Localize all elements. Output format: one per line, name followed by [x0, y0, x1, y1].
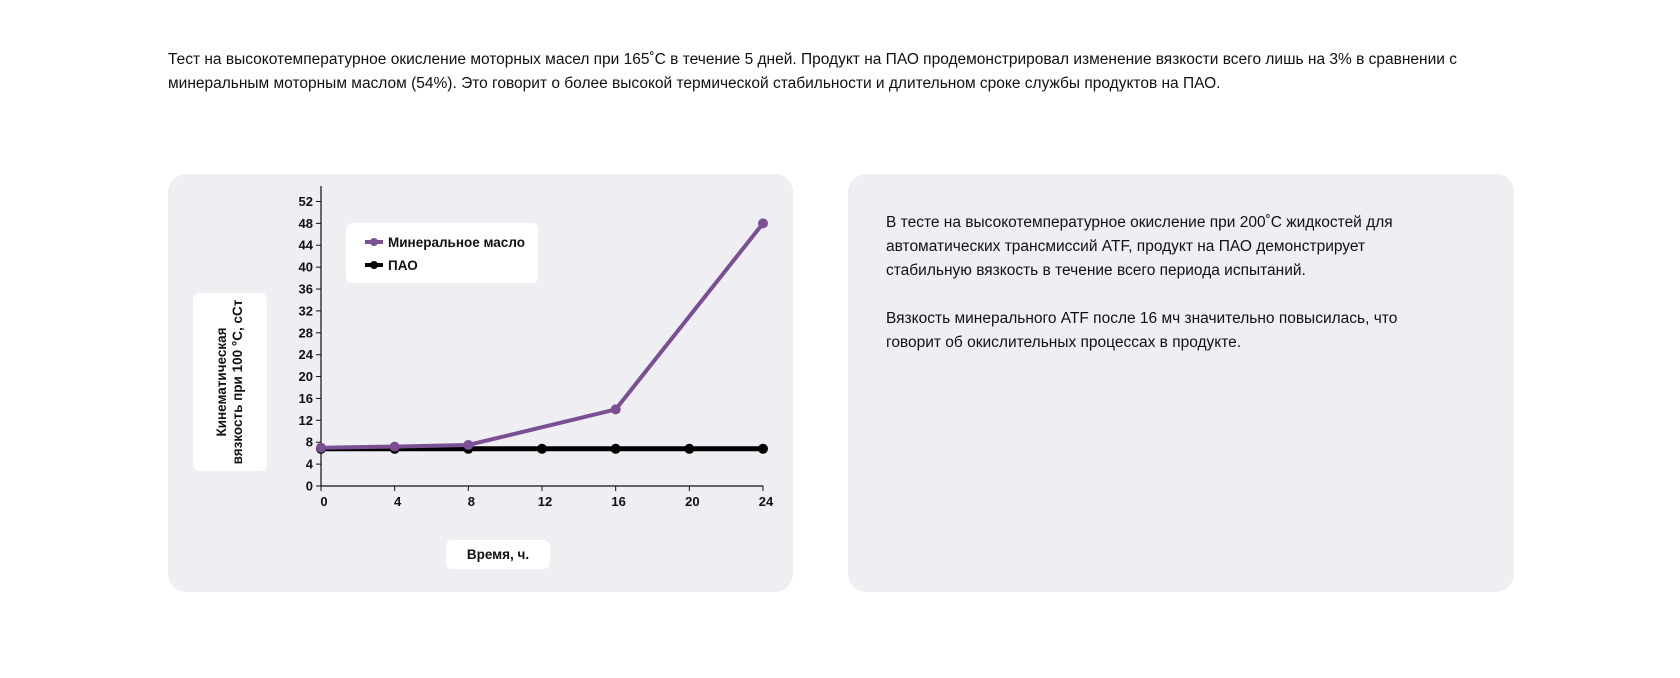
legend-label-pao: ПАО	[388, 257, 418, 273]
y-axis-label-box	[193, 293, 267, 471]
y-tick-label: 40	[298, 259, 313, 275]
data-point-mineral	[390, 442, 400, 452]
y-tick-label: 48	[298, 215, 313, 231]
y-tick-label: 4	[305, 456, 313, 472]
info-paragraph-1: В тесте на высокотемпературное окисление при 200˚C жидкостей для автоматических трансмиссий ATF, продукт на ПАО демонстрирует стабильную вязкость в течение всего периода испытаний.	[886, 214, 1393, 279]
legend-item-mineral	[364, 232, 525, 252]
y-tick-label: 28	[298, 325, 313, 341]
data-point-mineral	[611, 404, 621, 414]
y-tick-label: 12	[298, 412, 313, 428]
chart-legend	[346, 223, 538, 283]
data-point-pao	[611, 444, 621, 454]
x-axis-label: Время, ч.	[446, 540, 550, 569]
y-tick-label: 52	[298, 193, 313, 209]
x-tick-label: 12	[537, 494, 553, 509]
y-tick-label: 36	[298, 281, 313, 297]
x-tick-label: 0	[320, 494, 328, 509]
x-tick-label: 16	[611, 494, 626, 509]
x-tick-label: 24	[758, 494, 774, 509]
y-tick-label: 44	[298, 237, 313, 253]
y-tick-label: 20	[298, 369, 313, 385]
data-point-mineral	[316, 443, 326, 453]
x-tick-label: 4	[394, 494, 402, 509]
y-tick-label: 32	[298, 303, 313, 319]
y-tick-label: 0	[305, 478, 313, 494]
legend-swatch-pao	[364, 255, 384, 275]
info-paragraph-2: Вязкость минерального ATF после 16 мч значительно повысилась, что говорит об окислительных процессах в продукте.	[886, 310, 1398, 351]
legend-swatch-mineral	[364, 232, 384, 252]
legend-item-pao	[364, 255, 418, 275]
y-tick-label: 24	[298, 347, 313, 363]
data-point-mineral	[463, 440, 473, 450]
x-tick-label: 8	[467, 494, 475, 509]
data-point-pao	[684, 444, 694, 454]
data-point-pao	[758, 444, 768, 454]
y-tick-label: 16	[298, 390, 313, 406]
x-tick-label: 20	[685, 494, 700, 509]
y-tick-label: 8	[305, 434, 313, 450]
data-point-mineral	[758, 218, 768, 228]
chart-card	[168, 174, 793, 592]
info-card	[848, 174, 1514, 592]
data-point-pao	[537, 444, 547, 454]
y-axis-label: Кинематическая вязкость при 100 °C, cСт	[214, 299, 245, 465]
intro-paragraph: Тест на высокотемпературное окисление моторных масел при 165˚C в течение 5 дней. Продукт на ПАО продемонстрировал изменение вязкости всего лишь на 3% в сравнении с минеральным моторным маслом (54%). Это говорит о более высокой термической стабильности и длительном сроке службы продуктов на ПАО.	[168, 50, 1457, 92]
legend-label-mineral: Минеральное масло	[388, 234, 525, 250]
